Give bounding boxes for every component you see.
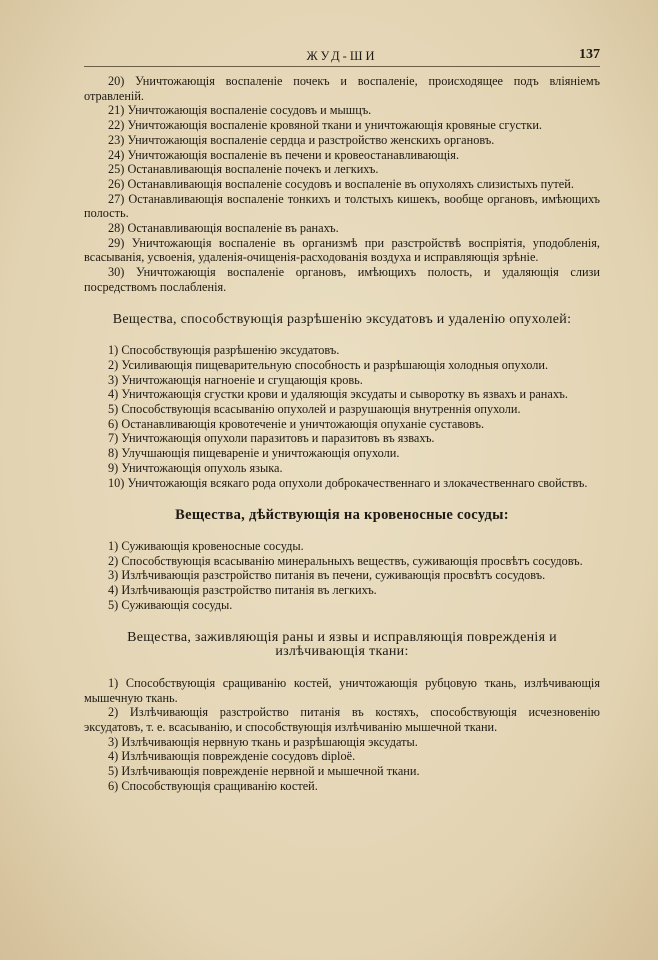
list-item: 4) Излѣчивающія поврежденіе сосудовъ diploë. — [108, 749, 356, 764]
list-item: 4) Уничтожающія сгустки крови и удаляющія эксудаты и сыворотку въ язвахъ и ранахъ. — [108, 387, 568, 402]
list-item: 6) Останавливающія кровотеченіе и уничтожающія опуханіе суставовъ. — [108, 416, 485, 431]
section-heading-exudates: Вещества, способствующія разрѣшенію эксудатовъ и удаленію опухолей: — [112, 311, 572, 327]
list-item: 2) Усиливающія пищеварительную способность и разрѣшающія холодныя опухоли. — [108, 357, 549, 372]
page-header — [84, 46, 600, 67]
list-item: 3) Излѣчивающія нервную ткань и разрѣшающія эксудаты. — [108, 734, 418, 749]
list-item: 2) Способствующія всасыванію минеральныхъ веществъ, суживающія просвѣтъ сосудовъ. — [108, 553, 583, 568]
list-item: 30) Уничтожающія воспаленіе органовъ, имѣющихъ полость, и удаляющія слизи посредствомъ послабленія. — [84, 265, 600, 294]
running-title: ЖУД-ШИ — [306, 49, 378, 63]
list-item: 25) Останавливающія воспаленіе почекъ и легкихъ. — [108, 162, 379, 177]
list-item: 6) Способствующія сращиванію костей. — [108, 778, 318, 793]
list-item: 20) Уничтожающія воспаленіе почекъ и воспаленіе, происходящее подъ вліяніемъ отравленій. — [84, 74, 600, 103]
section-heading-wounds: Вещества, заживляющія раны и язвы и исправляющія поврежденія и излѣчивающія ткани: — [127, 629, 557, 660]
list-item: 29) Уничтожающія воспаленіе въ организмѣ при разстройствѣ воспріятія, уподобленія, всасыванія, усвоенія, удаленія-очищенія-расходованія воздуха и исправляющія зрѣніе. — [84, 235, 600, 265]
list-item: 22) Уничтожающія воспаленіе кровяной ткани и уничтожающія кровяные сгустки. — [108, 118, 542, 133]
list-item: 5) Излѣчивающія поврежденіе нервной и мышечной ткани. — [108, 764, 420, 779]
page-body — [84, 74, 600, 794]
list-item: 10) Уничтожающія всякаго рода опухоли доброкачественнаго и злокачественнаго свойствъ. — [108, 475, 588, 490]
section-heading-vessels: Вещества, дѣйствующія на кровеносные сосуды: — [175, 507, 509, 524]
list-item: 21) Уничтожающія воспаленіе сосудовъ и мышцъ. — [108, 103, 372, 118]
list-item: 2) Излѣчивающія разстройство питанія въ костяхъ, способствующія исчезновенію эксудатовъ, т. е. всасыванію, и способствующія излѣчиванію мышечной ткани. — [84, 705, 600, 735]
list-item: 26) Останавливающія воспаленіе сосудовъ и воспаленіе въ опухоляхъ слизистыхъ путей. — [108, 176, 574, 191]
list-item: 28) Останавливающія воспаленіе въ ранахъ. — [108, 221, 339, 236]
list-item: 9) Уничтожающія опухоль языка. — [108, 460, 283, 475]
list-item: 1) Суживающія кровеносные сосуды. — [108, 538, 304, 553]
section-exudates-list — [84, 343, 600, 490]
list-item: 1) Способствующія сращиванію костей, уничтожающія рубцовую ткань, излѣчивающія мышечную ткань. — [84, 675, 600, 705]
section-inflammation-list — [84, 74, 600, 295]
section-vessels-list — [84, 539, 600, 613]
list-item: 5) Суживающія сосуды. — [108, 597, 233, 612]
list-item: 7) Уничтожающія опухоли паразитовъ и паразитовъ въ язвахъ. — [108, 431, 435, 446]
list-item: 23) Уничтожающія воспаленіе сердца и разстройство женскихъ органовъ. — [108, 132, 495, 147]
list-item: 27) Останавливающія воспаленіе тонкихъ и толстыхъ кишекъ, вообще органовъ, имѣющихъ полость. — [84, 191, 600, 221]
list-item: 24) Уничтожающія воспаленіе въ печени и кровеостанавливающія. — [108, 147, 460, 162]
list-item: 3) Излѣчивающія разстройство питанія въ печени, суживающія просвѣтъ сосудовъ. — [108, 568, 546, 583]
list-item: 4) Излѣчивающія разстройство питанія въ легкихъ. — [108, 583, 377, 598]
section-wounds-list — [84, 676, 600, 794]
list-item: 5) Способствующія всасыванію опухолей и разрушающія внутреннія опухоли. — [108, 402, 521, 417]
page-number: 137 — [579, 47, 600, 62]
list-item: 8) Улучшающія пищевареніе и уничтожающія опухоли. — [108, 446, 400, 461]
list-item: 1) Способствующія разрѣшенію эксудатовъ. — [108, 343, 340, 358]
list-item: 3) Уничтожающія нагноеніе и сгущающія кровь. — [108, 372, 363, 387]
